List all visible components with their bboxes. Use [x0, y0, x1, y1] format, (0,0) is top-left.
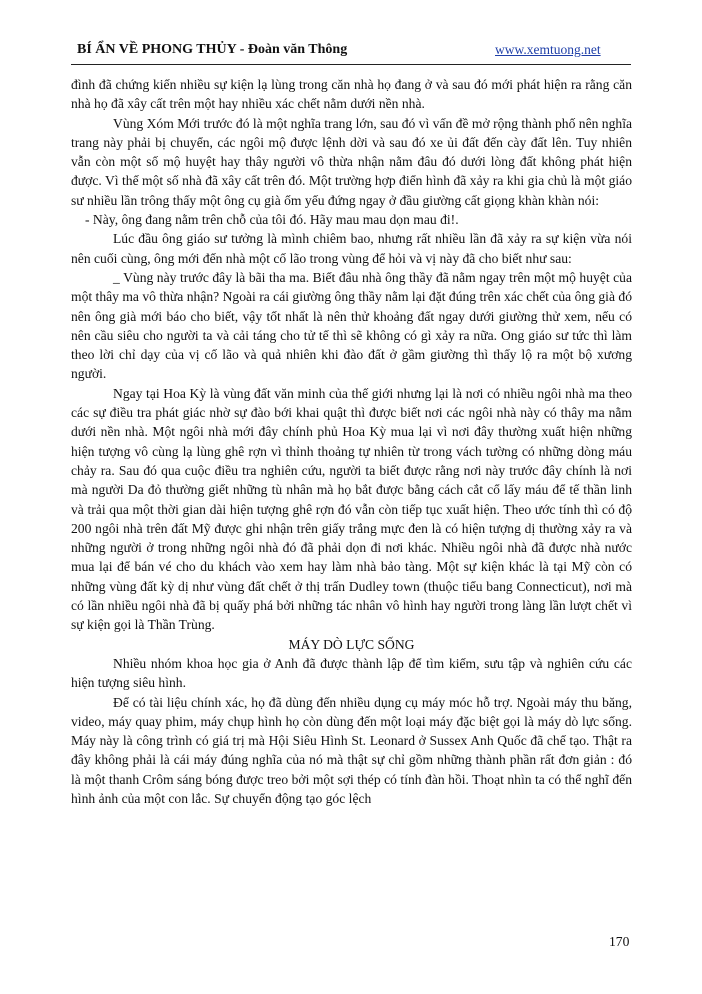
page-number: 170 — [609, 934, 630, 949]
website-link[interactable]: www.xemtuong.net — [495, 42, 601, 57]
book-title: BÍ ẨN VỀ PHONG THỦY - Đoàn văn Thông — [77, 42, 348, 57]
section-heading: MÁY DÒ LỰC SỐNG — [288, 636, 415, 652]
body-text — [71, 75, 632, 808]
paragraph: Vùng Xóm Mới trước đó là một nghĩa trang lớn, sau đó vì vấn đề mở rộng thành phố nên nghĩa trang này phải bị chuyển, các ngôi mộ được lệnh dời và sau đó xe ủi đất đến cày đất lên. Tuy nhiên vẫn còn một số mộ huyệt hay thây người vô thừa nhận nằm đâu đó dưới lòng đất không phát hiện được. Vì thế một số nhà đã xây cất trên đó. Một trường hợp điển hình đã xảy ra khi gia chủ là một giáo sư nhiều lần trông thấy một ông cụ già ốm yếu đứng ngay ở đầu giường cất giọng khàn khàn nói: — [71, 115, 632, 208]
paragraph: Nhiều nhóm khoa học gia ở Anh đã được thành lập để tìm kiếm, sưu tập và nghiên cứu các hiện tượng siêu hình. — [71, 655, 632, 691]
page-header — [71, 40, 631, 65]
paragraph: Lúc đầu ông giáo sư tưởng là mình chiêm bao, nhưng rất nhiều lần đã xảy ra sự kiện vừa nói nên cuối cùng, ông mới đến nhà một cố lão trong vùng để hỏi và vị này đã cho biết như sau: — [71, 231, 632, 266]
dialogue-line: - Này, ông đang nằm trên chỗ của tôi đó. Hãy mau mau dọn mau đi!. — [85, 212, 459, 228]
paragraph: đình đã chứng kiến nhiều sự kiện lạ lùng trong căn nhà họ đang ở và sau đó mới phát hiện ra rằng căn nhà họ đã xây cất trên một hay nhiều xác chết nằm dưới nền nhà. — [71, 77, 632, 112]
paragraph: Để có tài liệu chính xác, họ đã dùng đến nhiều dụng cụ máy móc hỗ trợ. Ngoài máy thu băng, video, máy quay phim, máy chụp hình họ còn dùng đến một loại máy đặc biệt gọi là máy dò lực sống. Máy này là công trình có giá trị mà Hội Siêu Hình St. Leonard ở Sussex Anh Quốc đã chế tạo. Thật ra đây không phải là cái máy đúng nghĩa của nó mà thật sự chỉ gồm những thành phần rất đơn giản : đó là một thanh Crôm sáng bóng được treo bởi một sợi thép có tính đàn hồi. Thoạt nhìn ta có thể nghĩ đến hình ảnh của một con lắc. Sự chuyển động tạo góc lệch — [71, 694, 632, 806]
paragraph: Ngay tại Hoa Kỳ là vùng đất văn minh của thế giới nhưng lại là nơi có nhiều ngôi nhà ma theo các sự điều tra phát giác nhờ sự đào bới khai quật thì được biết nơi các ngôi nhà này có thây ma nằm dưới nền nhà. Một ngôi nhà mới đây chính phủ Hoa Kỳ mua lại vì nơi đây thường xuất hiện những hiện tượng vô cùng lạ lùng ghê rợn vì thỉnh thoảng tự nhiên từ trong vách tường có những dòng máu chảy ra. Sau đó qua cuộc điều tra nghiên cứu, người ta biết được rằng nơi này trước đây chính là nơi mà người Da đỏ thường giết những tù nhân mà họ bắt được bằng cách cắt cổ lấy máu để tế thần linh và trải qua một thời gian dài hiện tượng ghê rợn đó vẫn còn tiếp tục xuất hiện. Theo ước tính thì có độ 200 ngôi nhà trên đất Mỹ được ghi nhận trên giấy trắng mực đen là có hiện tượng dị thường xảy ra và những người ở trong những ngôi nhà đó đã phải dọn đi nơi khác. Nhiều ngôi nhà đã được nhà nước mua lại để bán vé cho du khách vào xem hay làm nhà bảo tàng. Một sự kiện khác là tại Mỹ còn có những vùng đất kỳ dị như vùng đất chết ở thị trấn Dudley town (thuộc tiểu bang Connecticut), nơi mà có lần nhiều ngôi nhà đã bị quấy phá bởi những tác nhân vô hình hay người trong làng lần lượt chết vì sự kiện gọi là Thần Trùng. — [71, 385, 632, 633]
paragraph: _ Vùng này trước đây là bãi tha ma. Biết đâu nhà ông thầy đã nằm ngay trên một mộ huyệt của một thây ma vô thừa nhận? Ngoài ra cái giường ông thầy nằm lại đặt đúng trên xác chết của ông già đó nên ông già mới báo cho biết, vậy tốt nhất là nên thử khoảng đất ngay dưới giường thử xem, nếu có nên cầu siêu cho người ta và cải táng cho tử tế thì sẽ không có gì xảy ra nữa. Ong giáo sư tức thì làm theo lời chỉ dạy của vị cố lão và quả nhiên khi đào đất ở gầm giường thì thấy lộ ra một bộ xương người. — [71, 269, 632, 382]
